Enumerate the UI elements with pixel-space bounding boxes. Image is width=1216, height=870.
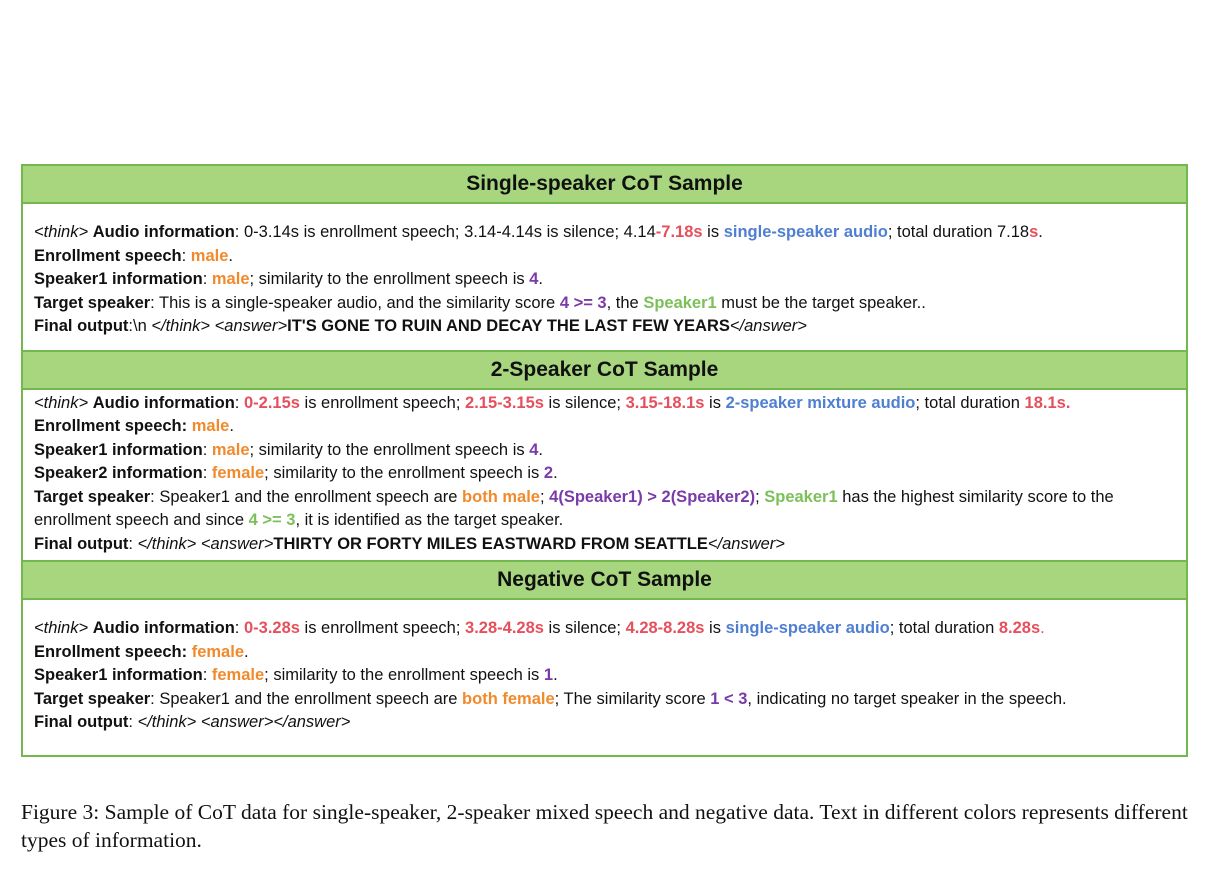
gender: male [211, 440, 250, 459]
label: Speaker2 information [34, 464, 203, 482]
audio-info-line [34, 617, 1175, 641]
text: ; total duration [915, 393, 1025, 412]
think-tag: <think> [34, 393, 89, 412]
text: : [234, 619, 244, 637]
text: : Speaker1 and the enrollment speech are [150, 689, 463, 708]
answer-end-tag: </answer> [729, 317, 807, 335]
figure-caption: Figure 3: Sample of CoT data for single-speaker, 2-speaker mixed speech and negative data. Text in different colors represents different types of information. [21, 800, 1188, 852]
answer-text: IT'S GONE TO RUIN AND DECAY THE LAST FEW YEARS [287, 317, 730, 335]
time-span: 4.28-8.28s [625, 619, 705, 637]
gender: female [211, 666, 265, 684]
label: Final output [34, 713, 129, 731]
answer-end-tag: </answer> [707, 534, 785, 553]
time-span: 0-2.15s [243, 393, 300, 412]
label: Final output [34, 534, 129, 553]
text: ; similarity to the enrollment speech is [249, 440, 530, 459]
score: 4 >= 3 [559, 293, 607, 312]
text: : [234, 393, 244, 412]
speaker1-line [34, 664, 1175, 688]
text: is [704, 393, 726, 412]
text: . [538, 440, 543, 459]
label: Speaker1 information [34, 666, 203, 684]
answer-text: THIRTY OR FORTY MILES EASTWARD FROM SEATTLE [273, 534, 708, 553]
text: , indicating no target speaker in the speech. [747, 689, 1067, 708]
text: . [229, 417, 234, 435]
audio-type: single-speaker audio [725, 619, 890, 637]
time-span: 18.1s. [1024, 393, 1071, 412]
answer-tag: <answer> [200, 713, 274, 731]
score: 4 [529, 270, 539, 288]
text: . [244, 642, 249, 661]
label: Audio information [92, 619, 235, 637]
label: Target speaker [34, 487, 151, 506]
enrollment-line [34, 641, 1175, 665]
text: is enrollment speech; [299, 393, 466, 412]
section-title-single-speaker: Single-speaker CoT Sample [23, 166, 1186, 204]
label: Audio information [92, 393, 235, 412]
label: Final output [34, 317, 129, 335]
label: Enrollment speech: [34, 417, 188, 435]
text: . [538, 270, 543, 288]
section-body-2-speaker [23, 390, 1186, 561]
enrollment-line [34, 245, 1175, 269]
text: . [553, 666, 558, 684]
gender: male [190, 246, 229, 265]
text: : [181, 246, 191, 265]
text: . [1038, 223, 1043, 241]
section-title-negative: Negative CoT Sample [23, 560, 1186, 600]
speaker1-line [34, 439, 1175, 463]
text: is [704, 619, 726, 637]
gender: female [211, 464, 265, 482]
time-span: 2.15-3.15s [465, 393, 544, 412]
section-body-single-speaker [23, 204, 1186, 350]
target-speaker-line [34, 688, 1175, 712]
cot-figure [21, 164, 1188, 757]
text: : [234, 223, 244, 241]
score: 4(Speaker1) > 2(Speaker2) [549, 487, 756, 506]
label: Target speaker [34, 689, 151, 708]
answer-tag: <answer> [214, 317, 288, 335]
time-span: 3.28-4.28s [465, 619, 544, 637]
score: 1 < 3 [710, 689, 748, 708]
time-span: 3.15-18.1s [625, 393, 705, 412]
text: ; [539, 487, 550, 506]
final-output-line [34, 533, 1175, 557]
gender: male [191, 417, 230, 435]
label: Target speaker [34, 293, 151, 312]
label: Enrollment speech: [34, 642, 188, 661]
text: : [202, 666, 212, 684]
text: ; similarity to the enrollment speech is [264, 666, 544, 684]
label: Enrollment speech [34, 246, 182, 265]
gender: female [191, 642, 244, 661]
text: : [128, 713, 138, 731]
text: has the highest similarity score to the enrollment speech and since [34, 487, 1114, 529]
audio-info-line [34, 221, 1175, 245]
text: ; similarity to the enrollment speech is [264, 464, 544, 482]
text: ; [755, 487, 765, 506]
target-speaker-line [34, 292, 1175, 316]
final-output-line [34, 315, 1175, 339]
think-tag: <think> [34, 223, 89, 241]
text: : This is a single-speaker audio, and the similarity score [150, 293, 560, 312]
time-span: s [1029, 223, 1039, 241]
gender: male [211, 270, 250, 288]
text: ; similarity to the enrollment speech is [249, 270, 530, 288]
audio-type: 2-speaker mixture audio [725, 393, 916, 412]
label: Speaker1 information [34, 270, 203, 288]
enrollment-line [34, 415, 1175, 439]
section-body-negative [23, 600, 1186, 755]
text: ; The similarity score [554, 689, 711, 708]
speaker1-line [34, 268, 1175, 292]
text: is enrollment speech; [299, 619, 466, 637]
audio-type: single-speaker audio [723, 223, 888, 241]
gender: both female [462, 689, 555, 708]
score: 1 [543, 666, 554, 684]
score: 2 [543, 464, 554, 482]
think-tag: <think> [34, 619, 89, 637]
text: is [702, 223, 724, 241]
text: : [202, 440, 212, 459]
period: . [1040, 619, 1045, 637]
answer-tag: <answer> [200, 534, 274, 553]
think-end-tag: </think> [151, 317, 211, 335]
label: Audio information [92, 223, 235, 241]
threshold: 4 >= 3 [248, 511, 296, 529]
speaker2-line [34, 462, 1175, 486]
target-speaker-line [34, 486, 1175, 533]
text: must be the target speaker.. [716, 293, 926, 312]
text: 0-3.14s is enrollment speech; 3.14-4.14s is silence; 4.14 [243, 223, 656, 241]
text: is silence; [543, 393, 626, 412]
think-end-tag: </think> [137, 534, 197, 553]
text: , the [606, 293, 644, 312]
time-span: 0-3.28s [243, 619, 300, 637]
think-end-tag: </think> [137, 713, 197, 731]
text: : [202, 270, 212, 288]
text: : [202, 464, 212, 482]
time-span: -7.18s [655, 223, 703, 241]
text: ; total duration [889, 619, 999, 637]
final-output-line [34, 711, 1175, 735]
speaker: Speaker1 [643, 293, 717, 312]
score: 4 [529, 440, 539, 459]
text: :\n [128, 317, 152, 335]
text: : [128, 534, 138, 553]
text: : Speaker1 and the enrollment speech are [150, 487, 463, 506]
text: . [228, 246, 233, 265]
audio-info-line [34, 392, 1175, 416]
speaker: Speaker1 [764, 487, 838, 506]
text: ; total duration 7.18 [887, 223, 1030, 241]
text: . [553, 464, 558, 482]
answer-end-tag: </answer> [273, 713, 351, 731]
text: , it is identified as the target speaker. [295, 511, 564, 529]
time-span: 8.28s [998, 619, 1041, 637]
label: Speaker1 information [34, 440, 203, 459]
section-title-2-speaker: 2-Speaker CoT Sample [23, 350, 1186, 390]
gender: both male [462, 487, 540, 506]
text: is silence; [543, 619, 626, 637]
